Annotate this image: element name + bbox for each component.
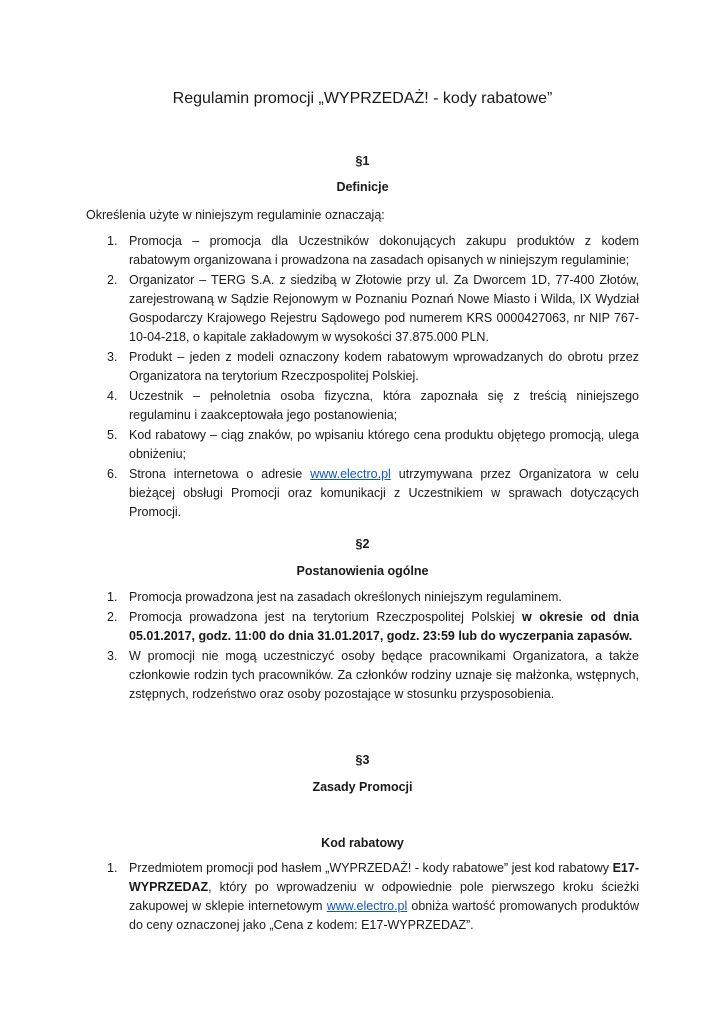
section-1-sign: §1 [355,154,370,168]
website-link[interactable]: www.electro.pl [310,467,391,481]
section-3-heading: Zasady Promocji [312,780,413,794]
list-item-number: 1. [107,861,118,875]
section-3-list [86,859,639,936]
list-item [86,588,639,607]
list-item [86,232,639,270]
section-1-list [86,232,639,523]
list-item-text: Promocja prowadzona jest na zasadach określonych niniejszym regulaminem. [129,590,562,604]
list-item-number: 6. [107,467,118,481]
list-item-text-pre: Promocja prowadzona jest na terytorium Rzeczpospolitej Polskiej [129,610,522,624]
list-item-text-pre: Strona internetowa o adresie [129,467,311,481]
list-item [86,426,639,464]
list-item-number: 2. [107,610,118,624]
discount-code: E17-WYPRZEDAZ [129,861,639,894]
promotion-period: w okresie od dnia 05.01.2017, godz. 11:00 do dnia 31.01.2017, godz. 23:59 lub do wyczerpania zapasów. [129,610,639,643]
list-item [86,647,639,704]
section-2-list [86,588,639,705]
section-3-subheading: Kod rabatowy [321,836,404,850]
list-item [86,271,639,347]
list-item-text: Kod rabatowy – ciąg znaków, po wpisaniu którego cena produktu objętego promocją, ulega obniżeniu; [129,428,639,461]
section-1-intro: Określenia użyte w niniejszym regulaminie oznaczają: [86,208,385,222]
list-item [86,348,639,386]
list-item-number: 4. [107,389,118,403]
document-title: Regulamin promocji „WYPRZEDAŻ! - kody rabatowe” [172,90,553,107]
list-item-number: 3. [107,350,118,364]
website-link[interactable]: www.electro.pl [326,899,408,913]
section-2-sign: §2 [355,537,370,551]
list-item-number: 3. [107,649,118,663]
section-2-heading: Postanowienia ogólne [296,564,429,578]
section-3-sign: §3 [355,753,370,767]
list-item-text: Uczestnik – pełnoletnia osoba fizyczna, która zapoznała się z treścią niniejszego regulaminu i zaakceptowała jego postanowienia; [129,389,639,422]
list-item-number: 1. [107,590,118,604]
list-item-text: Organizator – TERG S.A. z siedzibą w Złotowie przy ul. Za Dworcem 1D, 77-400 Złotów, zarejestrowaną w Sądzie Rejonowym w Poznaniu Poznań Nowe Miasto i Wilda, IX Wydział Gospodarczy Krajowego Rejestru Sądowego pod numerem KRS 0000427063, nr NIP 767-10-04-218, o kapitale zakładowym w wysokości 37.875.000 PLN. [129,273,639,344]
list-item-number: 1. [107,234,118,248]
list-item-text: Produkt – jeden z modeli oznaczony kodem rabatowym wprowadzanych do obrotu przez Organizatora na terytorium Rzeczpospolitej Polskiej. [129,350,639,383]
section-1-heading: Definicje [336,180,389,194]
list-item-text-pre: Przedmiotem promocji pod hasłem „WYPRZEDAŻ! - kody rabatowe” jest kod rabatowy [129,861,613,875]
list-item-number: 2. [107,273,118,287]
list-item-text-post: obniża wartość promowanych produktów do ceny oznaczonej jako „Cena z kodem: E17-WYPRZEDAZ”. [129,899,640,932]
list-item [86,859,639,935]
list-item-text: Promocja – promocja dla Uczestników dokonujących zakupu produktów z kodem rabatowym organizowana i prowadzona na zasadach opisanych w niniejszym regulaminie; [129,234,639,267]
list-item [86,608,639,646]
list-item-number: 5. [107,428,118,442]
list-item-text-post: utrzymywana przez Organizatora w celu bieżącej obsługi Promocji oraz komunikacji z Uczestnikiem w sprawach dotyczących Promocji. [129,467,639,519]
list-item-text-mid: , który po wprowadzeniu w odpowiednie pole pierwszego kroku ścieżki zakupowej w sklepie internetowym [129,880,639,913]
list-item [86,387,639,425]
list-item-text: W promocji nie mogą uczestniczyć osoby będące pracownikami Organizatora, a także członkowie rodzin tych pracowników. Za członków rodziny uznaje się małżonka, wstępnych, zstępnych, rodzeństwo oraz osoby pozostające w stosunku przysposobienia. [129,649,639,701]
list-item [86,465,639,522]
